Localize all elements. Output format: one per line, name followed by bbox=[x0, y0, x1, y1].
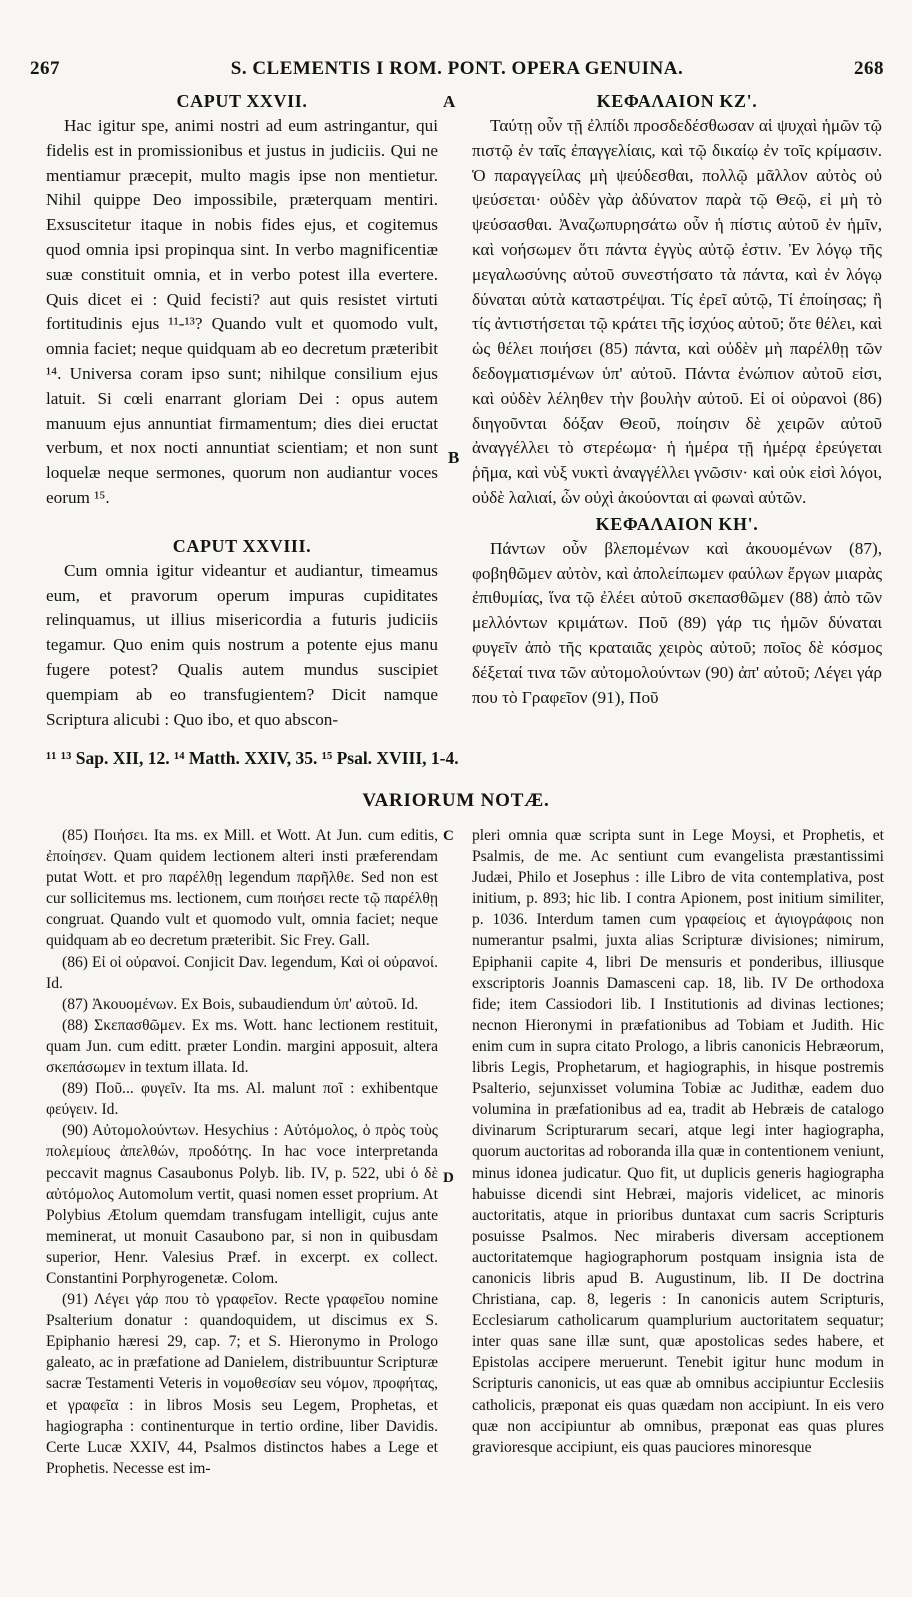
greek-paragraph-27: Ταύτῃ οὖν τῇ ἐλπίδι προσδεδέσθωσαν αἱ ψυχαὶ ἡμῶν τῷ πιστῷ ἐν ταῖς ἐπαγγελίαις, καὶ τῷ δικαίῳ ἐν τοῖς κρίμασιν. Ὁ παραγγείλας μὴ ψεύδεσθαι, πολλῷ μᾶλλον αὐτὸς οὐ ψεύσεται· οὐδὲν γὰρ ἀδύνατον παρὰ τῷ Θεῷ, εἰ μὴ τὸ ψεύσασθαι. Ἀναζωπυρησάτω οὖν ἡ πίστις αὐτοῦ ἐν ἡμῖν, καὶ νοήσωμεν ὅτι πάντα ἐγγὺς αὐτῷ ἐστιν. Ἐν λόγῳ τῆς μεγαλωσύνης αὐτοῦ συνεστήσατο τὰ πάντα, καὶ ἐν λόγῳ δύναται αὐτὰ καταστρέψαι. Τίς ἐρεῖ αὐτῷ, Τί ἐποίησας; ἢ τίς ἀντιστήσεται τῷ κράτει τῆς ἰσχύος αὐτοῦ; ὅτε θέλει, καὶ ὡς θέλει ποιήσει (85) πάντα, καὶ οὐδὲν μὴ παρέλθῃ τῶν δεδογματισμένων ὑπ' αὐτοῦ. Πάντα ἐνώπιον αὐτοῦ εἰσι, καὶ οὐδὲν λέληθεν τὴν βουλὴν αὐτοῦ. Εἰ οἱ οὐρανοὶ (86) διηγοῦνται δόξαν Θεοῦ, ποίησιν δὲ χειρῶν αὐτοῦ ἀναγγέλλει τὸ στερέωμα· ἡ ἡμέρα τῇ ἡμέρᾳ ἐρεύγεται ῥῆμα, καὶ νὺξ νυκτὶ ἀναγγέλλει γνῶσιν· καὶ οὐκ εἰσὶ λόγοι, οὐδὲ λαλιαί, ὧν οὐχὶ ἀκούονται αἱ φωναὶ αὐτῶν. bbox=[472, 116, 882, 507]
latin-heading-27: CAPUT XXVII. bbox=[176, 91, 308, 111]
margin-marker-d: D bbox=[443, 1170, 454, 1186]
notes-right-column bbox=[472, 825, 884, 1458]
latin-column bbox=[46, 88, 438, 732]
note-85: (85) Ποιήσει. Ita ms. ex Mill. et Wott. At Jun. cum editis, ἐποίησεν. Quam quidem lectionem alteri insti præferendam putat Wott. et pro παρέλθῃ legendum παρῆλθε. Sed non est cur sollicitemus ms. lectionem, cum ποιήσει recte τῷ παρέλθῃ congruat. Quando vult et quomodo vult, omnia faciet; neque quidquam ab eo decretum præteribit. Sic Frey. Gall. bbox=[46, 827, 438, 950]
greek-heading-27: ΚΕΦΑΛΑΙΟΝ ΚΖ'. bbox=[596, 91, 758, 111]
scripture-references: ¹¹ ¹³ Sap. XII, 12. ¹⁴ Matth. XXIV, 35. ¹⁵ Psal. XVIII, 1-4. bbox=[46, 748, 459, 768]
note-90: (90) Αὐτομολούντων. Hesychius : Αὐτόμολος, ὁ πρὸς τοὺς πολεμίους ἀπελθών, προδότης. In hac voce interpretanda peccavit magnus Casaubonus Polyb. lib. IV, p. 522, ubi ὁ δὲ αὐτόμολος Automolum vertit, quasi nomen esset proprium. At Polybius Ætolum quemdam transfugam intelligit, cujus ante meminerat, ut monuit Casaubono par, si non in quibusdam superior, Henr. Valesius Præf. in excerpt. ex collect. Constantini Porphyrogenetæ. Colom. bbox=[46, 1122, 438, 1287]
greek-column bbox=[472, 88, 882, 710]
page-number-right: 268 bbox=[854, 58, 884, 79]
note-87: (87) Ἀκουομένων. Ex Bois, subaudiendum ὑπ' αὐτοῦ. Id. bbox=[62, 995, 419, 1013]
note-91-continued: pleri omnia quæ scripta sunt in Lege Moysi, et Prophetis, et Psalmis, de me. Ac sentiunt cum evangelista præstantissimi Judæi, Philo et Josephus : ille Libro de vita contemplativa, post initium, p. 893; hic lib. I contra Apionem, post initium similiter, p. 1036. Interdum tamen cum γραφείοις et ἁγιογράφοις non numerantur psalmi, juxta alias Scripturæ divisiones; nimirum, Epiphanii capite 4, libri De mensuris et ponderibus, illiusque exscriptoris Joannis Damasceni cap. 18, lib. IV De orthodoxa fide; item Cassiodori lib. I Institutionis ad divinas lectiones; necnon Hieronymi in præfationibus ad Tobiam et Judith. Hic enim cum in supra citato Prologo, a libris canonicis Hebræorum, libris Legis, Prophetarum, et hagiographis, in hisque postremis Psalterio, sejunxisset volumina Tobiæ ac Judithæ, eadem duo volumina in præfationibus ad ea, tradit ab Hebræis de catalogo divinarum Scripturarum secari, atque legi inter hagiographa, quorum auctoritas ad roboranda illa quæ in contentionem veniunt, minus idonea judicatur. Quo fit, ut duplicis generis hagiographa habuisse dicendi sint Hebræi, majoris videlicet, ac minoris auctoritatis, atque in prioribus duntaxat cum sacris Scripturis posuisse Psalmos. Nec miraberis diversam acceptionem auctoritatemque hagiographorum postquam insignia ista de canonicis libris apud B. Augustinum, lib. II De doctrina Christiana, cap. 8, legeris : In canonicis autem Scripturis, Ecclesiarum catholicarum quamplurium auctoritatem sequatur; inter quas sane illæ sunt, quæ apostolicas sedes habere, et Epistolas accipere meruerunt. Tenebit igitur hunc modum in Scripturis canonicis, ut eas quæ ab omnibus accipiuntur Ecclesiis catholicis, præponat eis quas quædam non accipiunt. In eis vero quæ non accipiuntur ab omnibus, præponat eas quas plures gravioresque accipiunt, eis quas pauciores minoresque bbox=[472, 827, 884, 1456]
page-number-left: 267 bbox=[30, 58, 60, 79]
running-title: S. CLEMENTIS I ROM. PONT. OPERA GENUINA. bbox=[230, 58, 684, 79]
margin-marker-b: B bbox=[448, 448, 460, 467]
notes-heading: VARIORUM NOTÆ. bbox=[362, 790, 550, 811]
note-86: (86) Εἰ οἱ οὐρανοί. Conjicit Dav. legendum, Καὶ οἱ οὐρανοί. Id. bbox=[46, 953, 438, 992]
greek-paragraph-28: Πάντων οὖν βλεπομένων καὶ ἀκουομένων (87), φοβηθῶμεν αὐτὸν, καὶ ἀπολείπωμεν φαύλων ἔργων μιαρὰς ἐπιθυμίας, ἵνα τῷ ἐλέει αὐτοῦ σκεπασθῶμεν (88) ἀπὸ τῶν μελλόντων κριμάτων. Ποῦ (89) γάρ τις ἡμῶν δύναται φυγεῖν ἀπὸ τῆς κραταιᾶς χειρὸς αὐτοῦ; ποῖος δὲ κόσμος δέξεταί τινα τῶν αὐτομολούντων (90) ἀπ' αὐτοῦ; Λέγει γάρ που τὸ Γραφεῖον (91), Ποῦ bbox=[472, 538, 882, 707]
margin-marker-a: A bbox=[443, 92, 456, 111]
note-89: (89) Ποῦ... φυγεῖν. Ita ms. Al. malunt ποῖ : exhibentque φεύγειν. Id. bbox=[46, 1080, 438, 1119]
latin-heading-28: CAPUT XXVIII. bbox=[172, 535, 312, 556]
note-88: (88) Σκεπασθῶμεν. Ex ms. Wott. hanc lectionem restituit, quam Jun. cum editt. præter Londin. margini apposuit, altera σκεπάσωμεν in textum illata. Id. bbox=[46, 1016, 438, 1077]
notes-left-column bbox=[46, 825, 438, 1479]
greek-heading-28: ΚΕΦΑΛΑΙΟΝ ΚΗ'. bbox=[595, 513, 759, 534]
latin-paragraph-27: Hac igitur spe, animi nostri ad eum astringantur, qui fidelis est in promissionibus et justus in judiciis. Qui ne mentiamur præcepit, multo magis ipse non mentietur. Nihil quippe Deo impossibile, præterquam mentiri. Exsuscitetur itaque in nobis fides ejus, et cogitemus quod omnia ipsi propinqua sint. In verbo magnificentiæ suæ constituit omnia, et in verbo potest illa evertere. Quis dicet ei : Quid fecisti? aut quis resistet virtuti fortitudinis ejus ¹¹-¹³? Quando vult et quomodo vult, omnia faciet; neque quidquam ab eo decretum præteribit ¹⁴. Universa coram ipso sunt; nihilque consilium ejus latuit. Si cœli enarrant gloriam Dei : opus autem manuum ejus annuntiat firmamentum; dies diei eructat verbum, et nox nocti annuntiat scientiam; et non sunt loquelæ neque sermones, quorum non audiantur voces eorum ¹⁵. bbox=[46, 116, 438, 507]
latin-paragraph-28: Cum omnia igitur videantur et audiantur, timeamus eum, et pravorum operum impuras cupiditates relinquamus, ut illius misericordia a futuris judiciis tegamur. Quo enim quis nostrum a potente ejus manu fugere potest? Qualis autem mundus suscipiet quempiam ab eo transfugientem? Dicit namque Scriptura alicubi : Quo ibo, et quo abscon- bbox=[46, 560, 438, 729]
note-91: (91) Λέγει γάρ που τὸ γραφεῖον. Recte γραφεῖου nomine Psalterium donatur : quandoquidem, ut discimus ex S. Epiphanio hæresi 29, cap. 7; et S. Hieronymo in Prologo galeato, ac in præfatione ad Danielem, distribuuntur Scripturæ sacræ Testamenti Veteris in νομοθεσίαν seu νόμον, προφήτας, et γραφεῖα : in libros Mosis seu Legem, Prophetas, et hagiographa : continenturque in tertio ordine, liber Davidis. Certe Lucæ XXIV, 44, Psalmos distinctos habes a Lege et Prophetis. Necesse est im- bbox=[46, 1291, 438, 1477]
margin-marker-c: C bbox=[443, 828, 454, 844]
running-head bbox=[30, 58, 884, 84]
